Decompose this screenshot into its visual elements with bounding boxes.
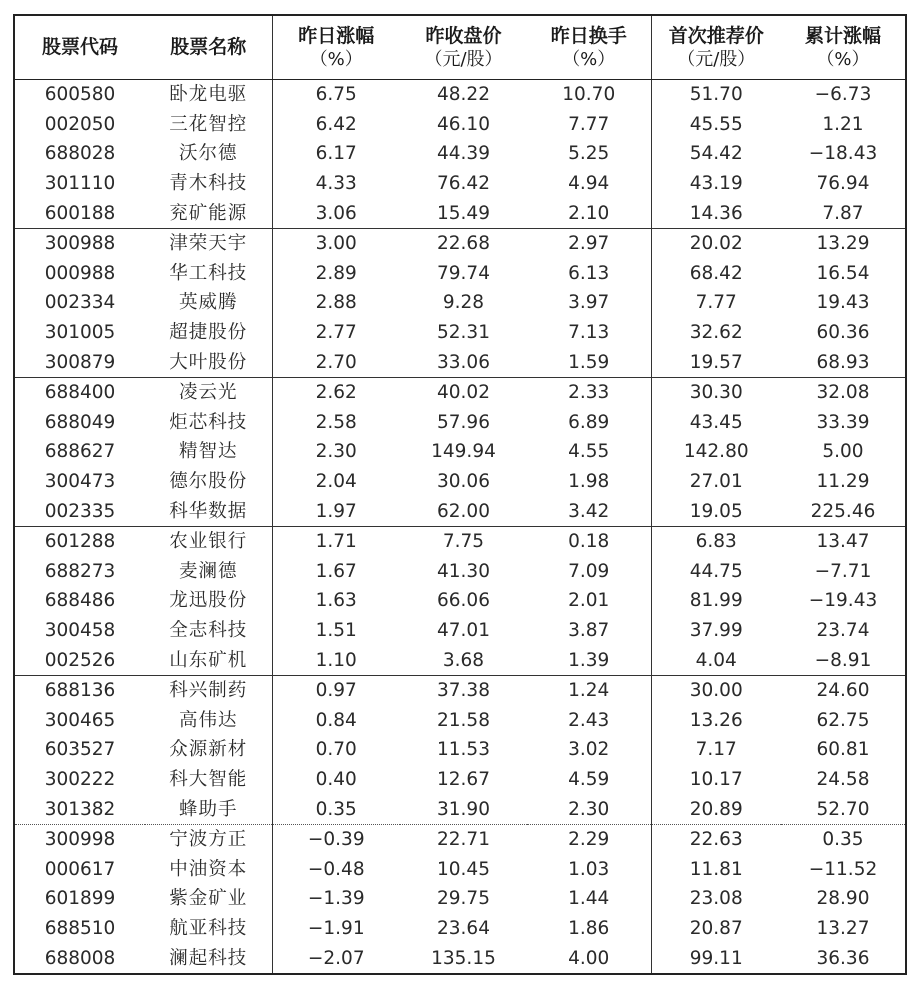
prev-close-price-cell: 46.10	[437, 113, 490, 135]
table-header	[14, 15, 906, 80]
prev-day-turnover-cell: 2.33	[527, 377, 651, 407]
prev-day-turnover-cell: 2.10	[527, 198, 651, 228]
first-recommend-price-cell: 30.30	[689, 382, 743, 404]
cumulative-change-cell: 23.74	[816, 619, 870, 641]
first-recommend-price-cell: 30.00	[689, 680, 743, 702]
prev-close-price-cell: 62.00	[400, 496, 527, 526]
table-row	[14, 169, 906, 199]
stock-code-cell: 603527	[44, 739, 116, 761]
cumulative-change-cell: 13.27	[816, 917, 870, 939]
header-label: 累计涨幅	[804, 24, 881, 47]
table-row	[14, 80, 906, 110]
prev-day-turnover-cell: 4.55	[527, 437, 651, 467]
prev-day-turnover-cell: 7.09	[527, 557, 651, 587]
first-recommend-price-cell: 44.75	[689, 560, 743, 582]
header-stock-name	[145, 15, 272, 80]
prev-day-change-cell: 2.58	[315, 411, 357, 433]
table-row	[14, 526, 906, 556]
cumulative-change-cell: 11.29	[816, 471, 870, 493]
first-recommend-price-cell: 22.63	[689, 829, 743, 851]
prev-close-price-cell: 52.31	[437, 322, 490, 344]
cumulative-change-cell: −8.91	[781, 645, 906, 675]
table-row	[14, 794, 906, 824]
table-row	[14, 259, 906, 289]
stock-name-cell: 全志科技	[145, 616, 272, 646]
stock-code-cell: 300465	[44, 709, 116, 731]
prev-day-change-cell: 2.77	[315, 322, 357, 344]
prev-day-turnover-cell: 1.03	[527, 854, 651, 884]
prev-day-turnover-cell: 2.01	[527, 586, 651, 616]
cumulative-change-cell: 36.36	[816, 947, 870, 969]
prev-day-turnover-cell: 5.25	[527, 139, 651, 169]
cumulative-change-cell: 60.81	[816, 739, 870, 761]
stock-name-cell: 青木科技	[145, 169, 272, 199]
first-recommend-price-cell: 7.77	[695, 292, 737, 314]
prev-day-turnover-cell: 0.18	[527, 526, 651, 556]
stock-name-cell: 山东矿机	[145, 645, 272, 675]
stock-name-cell: 中油资本	[145, 854, 272, 884]
prev-day-change-cell: 0.40	[315, 768, 357, 790]
prev-close-price-cell: 47.01	[437, 619, 490, 641]
cumulative-change-cell: 24.58	[816, 768, 870, 790]
stock-name-cell: 高伟达	[145, 705, 272, 735]
prev-day-turnover-cell: 4.59	[527, 765, 651, 795]
header-label: 昨日涨幅	[298, 24, 375, 47]
stock-code-cell: 300988	[44, 233, 116, 255]
stock-name-cell: 凌云光	[145, 377, 272, 407]
first-recommend-price-cell: 11.81	[689, 858, 743, 880]
cumulative-change-cell: 7.87	[781, 198, 906, 228]
prev-day-change-cell: −0.39	[307, 829, 365, 851]
stock-code-cell: 688486	[44, 590, 116, 612]
cumulative-change-cell: 33.39	[816, 411, 870, 433]
prev-day-change-cell: −1.39	[307, 888, 365, 910]
prev-day-change-cell: 1.67	[315, 560, 357, 582]
header-cumulative-change	[781, 15, 906, 80]
prev-day-change-cell: 6.42	[315, 113, 357, 135]
cumulative-change-cell: 13.29	[816, 233, 870, 255]
prev-day-turnover-cell: 1.59	[527, 347, 651, 377]
prev-close-price-cell: 48.22	[437, 84, 490, 106]
prev-day-change-cell: 0.84	[315, 709, 357, 731]
first-recommend-price-cell: 68.42	[689, 262, 743, 284]
stock-name-cell: 超捷股份	[145, 318, 272, 348]
stock-code-cell: 688008	[44, 947, 116, 969]
prev-day-change-cell: 2.70	[272, 347, 400, 377]
prev-day-change-cell: 6.17	[315, 143, 357, 165]
prev-day-turnover-cell: 2.43	[527, 705, 651, 735]
header-unit: （%）	[309, 48, 363, 70]
stock-name-cell: 炬芯科技	[145, 408, 272, 438]
first-recommend-price-cell: 45.55	[689, 113, 743, 135]
table-row	[14, 198, 906, 228]
stock-name-cell: 精智达	[145, 437, 272, 467]
stock-name-cell: 紫金矿业	[145, 884, 272, 914]
stock-code-cell: 688627	[44, 441, 116, 463]
stock-code-cell: 300998	[44, 829, 116, 851]
stock-code-cell: 000988	[44, 262, 116, 284]
stock-code-cell: 000617	[44, 858, 116, 880]
table-row	[14, 884, 906, 914]
cumulative-change-cell: 225.46	[781, 496, 906, 526]
stock-name-cell: 澜起科技	[145, 943, 272, 974]
header-label: 股票代码	[41, 36, 118, 58]
table-row	[14, 914, 906, 944]
table-row	[14, 347, 906, 377]
prev-day-turnover-cell: 2.29	[527, 824, 651, 854]
first-recommend-price-cell: 7.17	[695, 739, 737, 761]
table-row	[14, 824, 906, 854]
stock-code-cell: 601288	[44, 531, 116, 553]
header-unit: （%）	[816, 48, 870, 70]
prev-day-change-cell: 1.97	[272, 496, 400, 526]
stock-code-cell: 301005	[44, 322, 116, 344]
table-body	[14, 80, 906, 974]
prev-day-change-cell: −2.07	[307, 947, 365, 969]
cumulative-change-cell: −11.52	[808, 858, 878, 880]
header-label: 昨日换手	[550, 24, 627, 47]
prev-close-price-cell: 149.94	[431, 441, 496, 463]
prev-day-turnover-cell: 6.89	[527, 408, 651, 438]
stock-code-cell: 002334	[44, 292, 116, 314]
prev-day-turnover-cell: 1.44	[527, 884, 651, 914]
cumulative-change-cell: 76.94	[816, 173, 870, 195]
prev-close-price-cell: 12.67	[437, 768, 490, 790]
prev-day-turnover-cell: 4.00	[527, 943, 651, 974]
stock-name-cell: 麦澜德	[145, 557, 272, 587]
header-prev-day-change	[272, 15, 400, 80]
stock-name-cell: 沃尔德	[145, 139, 272, 169]
stock-code-cell: 688400	[44, 382, 116, 404]
cumulative-change-cell: 24.60	[816, 680, 870, 702]
prev-close-price-cell: 9.28	[442, 292, 485, 314]
prev-close-price-cell: 31.90	[400, 794, 527, 824]
prev-day-turnover-cell: 7.77	[527, 110, 651, 140]
stock-code-cell: 688028	[44, 143, 116, 165]
table-row	[14, 943, 906, 974]
stock-name-cell: 大叶股份	[145, 347, 272, 377]
stock-name-cell: 三花智控	[145, 110, 272, 140]
prev-day-turnover-cell: 2.30	[527, 794, 651, 824]
stock-code-cell: 688273	[44, 560, 116, 582]
stock-name-cell: 农业银行	[145, 526, 272, 556]
stock-code-cell: 601899	[44, 888, 116, 910]
first-recommend-price-cell: 43.45	[689, 411, 743, 433]
header-prev-close-price	[400, 15, 527, 80]
stock-name-cell: 航亚科技	[145, 914, 272, 944]
stock-code-cell: 002335	[14, 496, 145, 526]
stock-name-cell: 科兴制药	[145, 675, 272, 705]
header-first-recommend-price	[651, 15, 781, 80]
first-recommend-price-cell: 99.11	[689, 947, 743, 969]
stock-code-cell: 688049	[44, 411, 116, 433]
stock-name-cell: 华工科技	[145, 259, 272, 289]
first-recommend-price-cell: 32.62	[689, 322, 743, 344]
prev-day-change-cell: 0.35	[272, 794, 400, 824]
table-row	[14, 586, 906, 616]
table-row	[14, 705, 906, 735]
prev-close-price-cell: 30.06	[437, 471, 490, 493]
prev-day-change-cell: −1.91	[307, 917, 365, 939]
stock-code-cell: 688136	[44, 680, 116, 702]
prev-day-turnover-cell: 1.98	[527, 467, 651, 497]
table-row	[14, 437, 906, 467]
prev-close-price-cell: 22.68	[437, 233, 490, 255]
first-recommend-price-cell: 14.36	[651, 198, 781, 228]
table-row	[14, 467, 906, 497]
prev-day-change-cell: 2.30	[315, 441, 357, 463]
table-row	[14, 139, 906, 169]
stock-name-cell: 蜂助手	[145, 794, 272, 824]
table-row	[14, 496, 906, 526]
table-row	[14, 675, 906, 705]
cumulative-change-cell: −6.73	[814, 84, 872, 106]
stock-name-cell: 科华数据	[145, 496, 272, 526]
stock-code-cell: 300458	[44, 619, 116, 641]
prev-day-change-cell: 4.33	[315, 173, 357, 195]
stock-name-cell: 众源新材	[145, 735, 272, 765]
cumulative-change-cell: 68.93	[781, 347, 906, 377]
first-recommend-price-cell: 19.05	[651, 496, 781, 526]
first-recommend-price-cell: 19.57	[651, 347, 781, 377]
stock-name-cell: 科大智能	[145, 765, 272, 795]
table-row	[14, 110, 906, 140]
prev-close-price-cell: 22.71	[437, 829, 490, 851]
header-label: 昨收盘价	[425, 24, 502, 47]
prev-day-change-cell: 1.51	[315, 619, 357, 641]
cumulative-change-cell: 13.47	[816, 531, 870, 553]
header-row	[14, 15, 906, 80]
stock-code-cell: 600188	[14, 198, 145, 228]
prev-day-change-cell: −0.48	[307, 858, 365, 880]
header-unit: （元/股）	[677, 48, 756, 70]
prev-close-price-cell: 40.02	[437, 382, 490, 404]
prev-close-price-cell: 23.64	[437, 917, 490, 939]
prev-day-change-cell: 0.70	[315, 739, 357, 761]
first-recommend-price-cell: 54.42	[689, 143, 743, 165]
cumulative-change-cell: 52.70	[781, 794, 906, 824]
table-row	[14, 318, 906, 348]
prev-day-change-cell: 1.10	[272, 645, 400, 675]
prev-close-price-cell: 76.42	[437, 173, 490, 195]
prev-day-change-cell: 2.04	[315, 471, 357, 493]
stock-code-cell: 300222	[44, 768, 116, 790]
prev-day-change-cell: 1.71	[315, 531, 357, 553]
prev-day-change-cell: 3.00	[315, 233, 357, 255]
prev-close-price-cell: 66.06	[437, 590, 490, 612]
prev-day-turnover-cell: 7.13	[527, 318, 651, 348]
prev-close-price-cell: 33.06	[400, 347, 527, 377]
prev-day-turnover-cell: 1.86	[527, 914, 651, 944]
cumulative-change-cell: 32.08	[816, 382, 870, 404]
prev-close-price-cell: 21.58	[437, 709, 490, 731]
cumulative-change-cell: 0.35	[822, 829, 864, 851]
first-recommend-price-cell: 37.99	[689, 619, 743, 641]
first-recommend-price-cell: 20.02	[689, 233, 743, 255]
first-recommend-price-cell: 43.19	[689, 173, 743, 195]
table-row	[14, 377, 906, 407]
stock-code-cell: 301110	[44, 173, 116, 195]
prev-close-price-cell: 79.74	[437, 262, 490, 284]
cumulative-change-cell: −19.43	[808, 590, 878, 612]
prev-day-turnover-cell: 3.87	[527, 616, 651, 646]
stock-name-cell: 龙迅股份	[145, 586, 272, 616]
table-row	[14, 288, 906, 318]
header-stock-code	[14, 15, 145, 80]
header-prev-day-turnover	[527, 15, 651, 80]
prev-close-price-cell: 37.38	[437, 680, 490, 702]
prev-day-turnover-cell: 1.24	[527, 675, 651, 705]
cumulative-change-cell: 28.90	[816, 888, 870, 910]
stock-name-cell: 宁波方正	[145, 824, 272, 854]
first-recommend-price-cell: 23.08	[689, 888, 743, 910]
prev-close-price-cell: 15.49	[400, 198, 527, 228]
prev-close-price-cell: 11.53	[437, 739, 490, 761]
prev-day-turnover-cell: 6.13	[527, 259, 651, 289]
cumulative-change-cell: 62.75	[816, 709, 870, 731]
stock-code-cell: 688510	[44, 917, 116, 939]
table-row	[14, 557, 906, 587]
table-row	[14, 408, 906, 438]
table-row	[14, 228, 906, 258]
stock-name-cell: 卧龙电驱	[145, 80, 272, 110]
prev-close-price-cell: 10.45	[437, 858, 490, 880]
stock-code-cell: 600580	[44, 84, 116, 106]
prev-close-price-cell: 135.15	[431, 947, 496, 969]
cumulative-change-cell: −18.43	[808, 143, 878, 165]
first-recommend-price-cell: 27.01	[689, 471, 743, 493]
prev-close-price-cell: 57.96	[437, 411, 490, 433]
prev-close-price-cell: 29.75	[437, 888, 490, 910]
cumulative-change-cell: 60.36	[816, 322, 870, 344]
header-label: 股票名称	[170, 36, 247, 58]
header-unit: （元/股）	[424, 48, 503, 70]
prev-day-turnover-cell: 10.70	[527, 80, 651, 110]
stock-name-cell: 英威腾	[145, 288, 272, 318]
cumulative-change-cell: −7.71	[814, 560, 872, 582]
first-recommend-price-cell: 13.26	[689, 709, 743, 731]
first-recommend-price-cell: 81.99	[689, 590, 743, 612]
cumulative-change-cell: 19.43	[816, 292, 870, 314]
first-recommend-price-cell: 51.70	[689, 84, 743, 106]
stock-code-cell: 002050	[44, 113, 116, 135]
first-recommend-price-cell: 6.83	[695, 531, 737, 553]
prev-day-turnover-cell: 4.94	[527, 169, 651, 199]
table-row	[14, 854, 906, 884]
stock-code-cell: 002526	[14, 645, 145, 675]
prev-close-price-cell: 41.30	[437, 560, 490, 582]
stock-code-cell: 300473	[44, 471, 116, 493]
header-unit: （%）	[562, 48, 616, 70]
table-row	[14, 616, 906, 646]
stock-code-cell: 301382	[14, 794, 145, 824]
prev-day-turnover-cell: 3.42	[527, 496, 651, 526]
cumulative-change-cell: 16.54	[816, 262, 870, 284]
stock-recommendation-table	[13, 14, 907, 975]
stock-name-cell: 德尔股份	[145, 467, 272, 497]
prev-day-turnover-cell: 3.02	[527, 735, 651, 765]
cumulative-change-cell: 5.00	[822, 441, 864, 463]
prev-day-turnover-cell: 3.97	[527, 288, 651, 318]
prev-day-change-cell: 3.06	[272, 198, 400, 228]
table-row	[14, 735, 906, 765]
stock-name-cell: 津荣天宇	[145, 228, 272, 258]
prev-day-change-cell: 2.62	[315, 382, 357, 404]
prev-day-change-cell: 1.63	[315, 590, 357, 612]
first-recommend-price-cell: 142.80	[683, 441, 749, 463]
cumulative-change-cell: 1.21	[822, 113, 864, 135]
prev-day-change-cell: 6.75	[315, 84, 357, 106]
header-label: 首次推荐价	[668, 24, 764, 47]
prev-close-price-cell: 3.68	[400, 645, 527, 675]
prev-close-price-cell: 7.75	[442, 531, 485, 553]
first-recommend-price-cell: 4.04	[651, 645, 781, 675]
stock-name-cell: 兖矿能源	[145, 198, 272, 228]
prev-day-turnover-cell: 2.97	[527, 228, 651, 258]
prev-close-price-cell: 44.39	[437, 143, 490, 165]
first-recommend-price-cell: 10.17	[689, 768, 743, 790]
table-row	[14, 765, 906, 795]
prev-day-change-cell: 2.89	[315, 262, 357, 284]
first-recommend-price-cell: 20.89	[651, 794, 781, 824]
first-recommend-price-cell: 20.87	[689, 917, 743, 939]
prev-day-turnover-cell: 1.39	[527, 645, 651, 675]
prev-day-change-cell: 2.88	[315, 292, 357, 314]
stock-code-cell: 300879	[14, 347, 145, 377]
prev-day-change-cell: 0.97	[315, 680, 357, 702]
table-row	[14, 645, 906, 675]
